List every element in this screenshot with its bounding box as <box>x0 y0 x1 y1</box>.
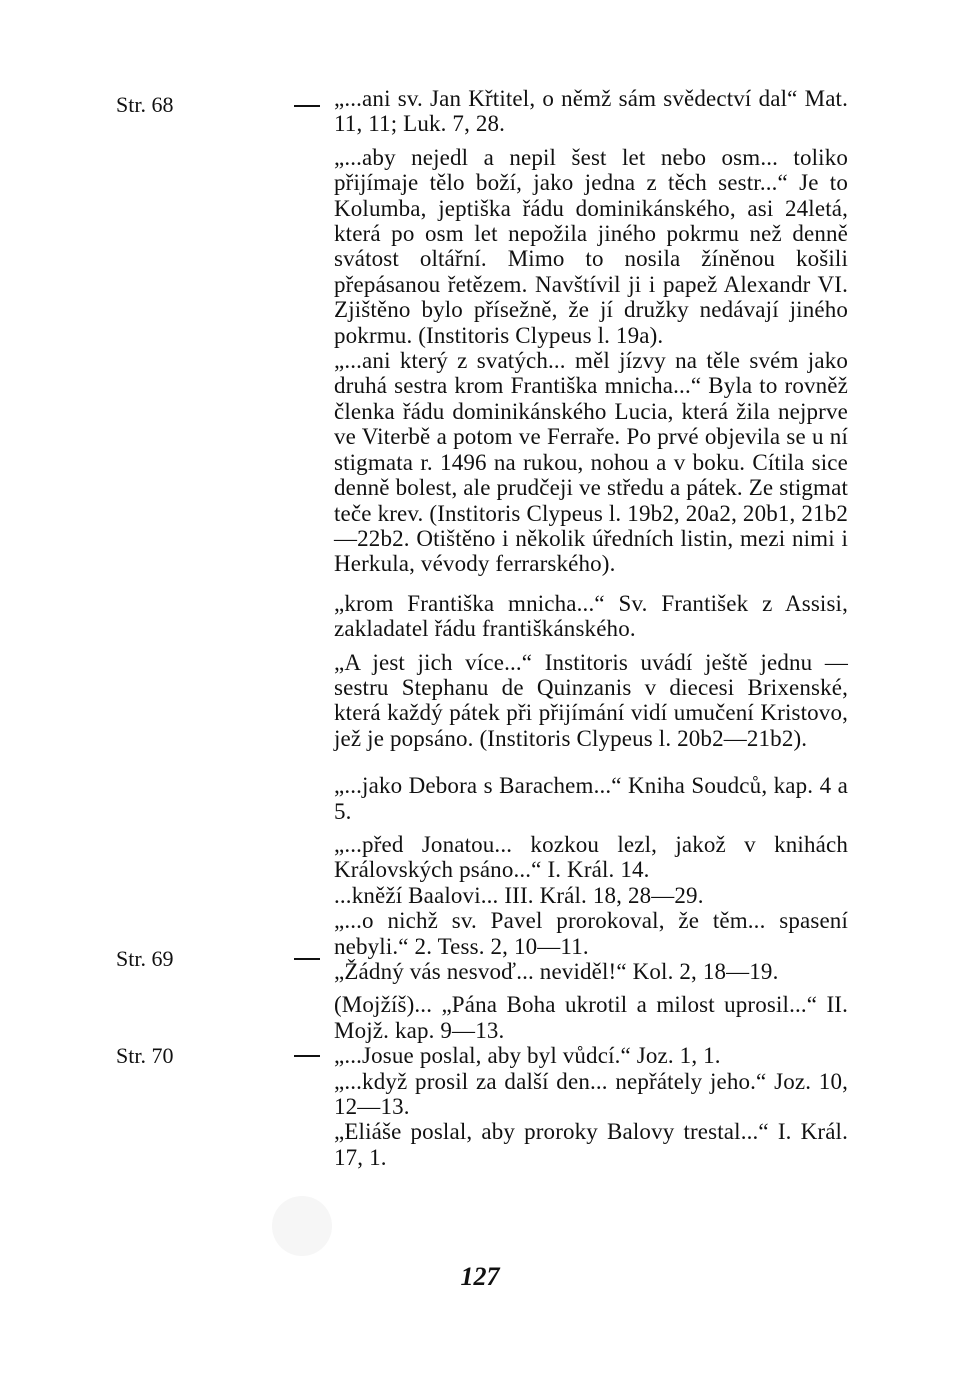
page-ref-70: Str. 70 <box>116 1043 174 1068</box>
dash-68 <box>294 105 320 107</box>
page-ref-69: Str. 69 <box>116 946 174 971</box>
paragraph-8: ...kněží Baalovi... III. Král. 18, 28—29. <box>334 882 704 908</box>
paragraph-3: „...ani který z svatých... měl jízvy na těle svém jako druhá sestra krom Františka mnicha...“ Byla to rovněž členka řádu dominikánského Lucia, která žila nejprve ve Viterbě a potom ve Ferraře. Po prvé objevila se u ní stigmata r. 1496 na rukou, nohou a v boku. Cítila sice denně bolest, ale prudčeji ve středu a pátek. Ze stigmat teče krev. (Institoris Clypeus l. 19b2, 20a2, 20b1, 21b2—22b2. Otištěno i několik úředních listin, mezi nimi i Herkula, vévody ferrarského). <box>334 348 848 577</box>
paragraph-9: „...o nichž sv. Pavel prorokoval, že těm... spasení nebyli.“ 2. Tess. 2, 10—11. <box>334 908 848 959</box>
dash-70 <box>294 1055 320 1057</box>
page-number: 127 <box>460 1262 500 1291</box>
dash-69 <box>294 958 320 960</box>
paragraph-4: „krom Františka mnicha...“ Sv. František z Assisi, zakladatel řádu františkánského. <box>334 590 848 642</box>
paragraph-6: „...jako Debora s Barachem...“ Kniha Soudců, kap. 4 a 5. <box>334 773 848 824</box>
paragraph-14: „Eliáše poslal, aby proroky Balovy trestal...“ I. Král. 17, 1. <box>334 1119 848 1170</box>
paragraph-12: „...Josue poslal, aby byl vůdcí.“ Joz. 1, 1. <box>334 1043 721 1069</box>
paragraph-13: „...když prosil za další den... nepřátely jeho.“ Joz. 10, 12—13. <box>334 1068 848 1120</box>
paragraph-5: „A jest jich více...“ Institoris uvádí ještě jednu — sestru Stephanu de Quinzanis v diecesi Brixenské, která každý pátek při přijímání vidí umučení Kristovo, jež je popsáno. (Institoris Clypeus l. 20b2—21b2). <box>334 649 848 751</box>
paragraph-10: „Žádný vás nesvoď... neviděl!“ Kol. 2, 18—19. <box>334 959 779 984</box>
paper-stain <box>272 1196 332 1256</box>
paragraph-7: „...před Jonatou... kozkou lezl, jakož v knihách Královských psáno...“ I. Král. 14. <box>334 831 848 883</box>
paragraph-1: „...ani sv. Jan Křtitel, o němž sám svědectví dal“ Mat. 11, 11; Luk. 7, 28. <box>334 86 848 137</box>
page-ref-68: Str. 68 <box>116 92 174 117</box>
commentary-text <box>334 86 848 1170</box>
paragraph-11: (Mojžíš)... „Pána Boha ukrotil a milost uprosil...“ II. Mojž. kap. 9—13. <box>334 992 848 1043</box>
paragraph-2: „...aby nejedl a nepil šest let nebo osm... toliko přijímaje tělo boží, jako jedna z těch sestr...“ Je to Kolumba, jeptiška řádu dominikánského, asi 24letá, která po osm let nepožila jiného pokrmu než denně svátost oltářní. Mimo to nosila žíněnou košili přepásanou řetězem. Navštívil ji i papež Alexandr VI. Zjištěno bylo přísežně, že jí družky nedávají jiného pokrmu. (Institoris Clypeus l. 19a). <box>334 144 848 348</box>
